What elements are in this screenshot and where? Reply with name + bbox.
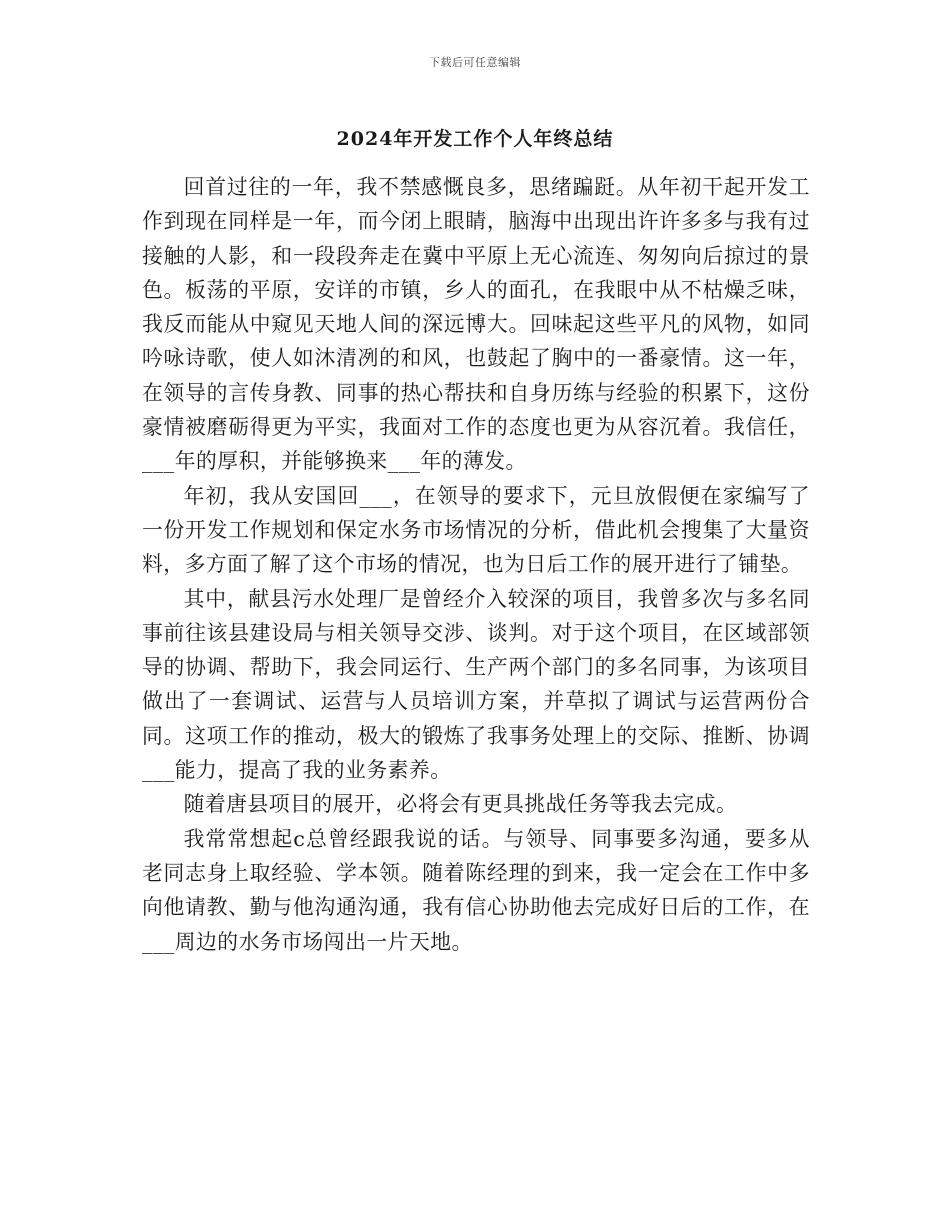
- header-note: 下载后可任意编辑: [429, 56, 521, 69]
- paragraph: 年初，我从安国回___，在领导的要求下，元旦放假便在家编写了一份开发工作规划和保定水务市场情况的分析，借此机会搜集了大量资料，多方面了解了这个市场的情况，也为日后工作的展开进行了铺垫。: [142, 483, 810, 577]
- paragraph: 随着唐县项目的展开，必将会有更具挑战任务等我去完成。: [183, 792, 738, 817]
- document-title: 2024年开发工作个人年终总结: [336, 128, 614, 150]
- paragraph: 其中，献县污水处理厂是曾经介入较深的项目，我曾多次与多名同事前往该县建设局与相关领导交涉、谈判。对于这个项目，在区域部领导的协调、帮助下，我会同运行、生产两个部门的多名同事，为该项目做出了一套调试、运营与人员培训方案，并草拟了调试与运营两份合同。这项工作的推动，极大的锻炼了我事务处理上的交际、推断、协调___能力，提高了我的业务素养。: [142, 586, 810, 783]
- document-body: [142, 170, 810, 959]
- paragraph: 回首过往的一年，我不禁感慨良多，思绪蹁跹。从年初干起开发工作到现在同样是一年，而今闭上眼睛，脑海中出现出许许多多与我有过接触的人影，和一段段奔走在冀中平原上无心流连、匆匆向后掠过的景色。板荡的平原，安详的市镇，乡人的面孔，在我眼中从不枯燥乏味，我反而能从中窥见天地人间的深远博大。回味起这些平凡的风物，如同吟咏诗歌，使人如沐清冽的和风，也鼓起了胸中的一番豪情。这一年，在领导的言传身教、同事的热心帮扶和自身历练与经验的积累下，这份豪情被磨砺得更为平实，我面对工作的态度也更为从容沉着。我信任，___年的厚积，并能够换来___年的薄发。: [142, 175, 810, 474]
- paragraph: 我常常想起c总曾经跟我说的话。与领导、同事要多沟通，要多从老同志身上取经验、学本领。随着陈经理的到来，我一定会在工作中多向他请教、勤与他沟通沟通，我有信心协助他去完成好日后的工作，在___周边的水务市场闯出一片天地。: [142, 826, 810, 954]
